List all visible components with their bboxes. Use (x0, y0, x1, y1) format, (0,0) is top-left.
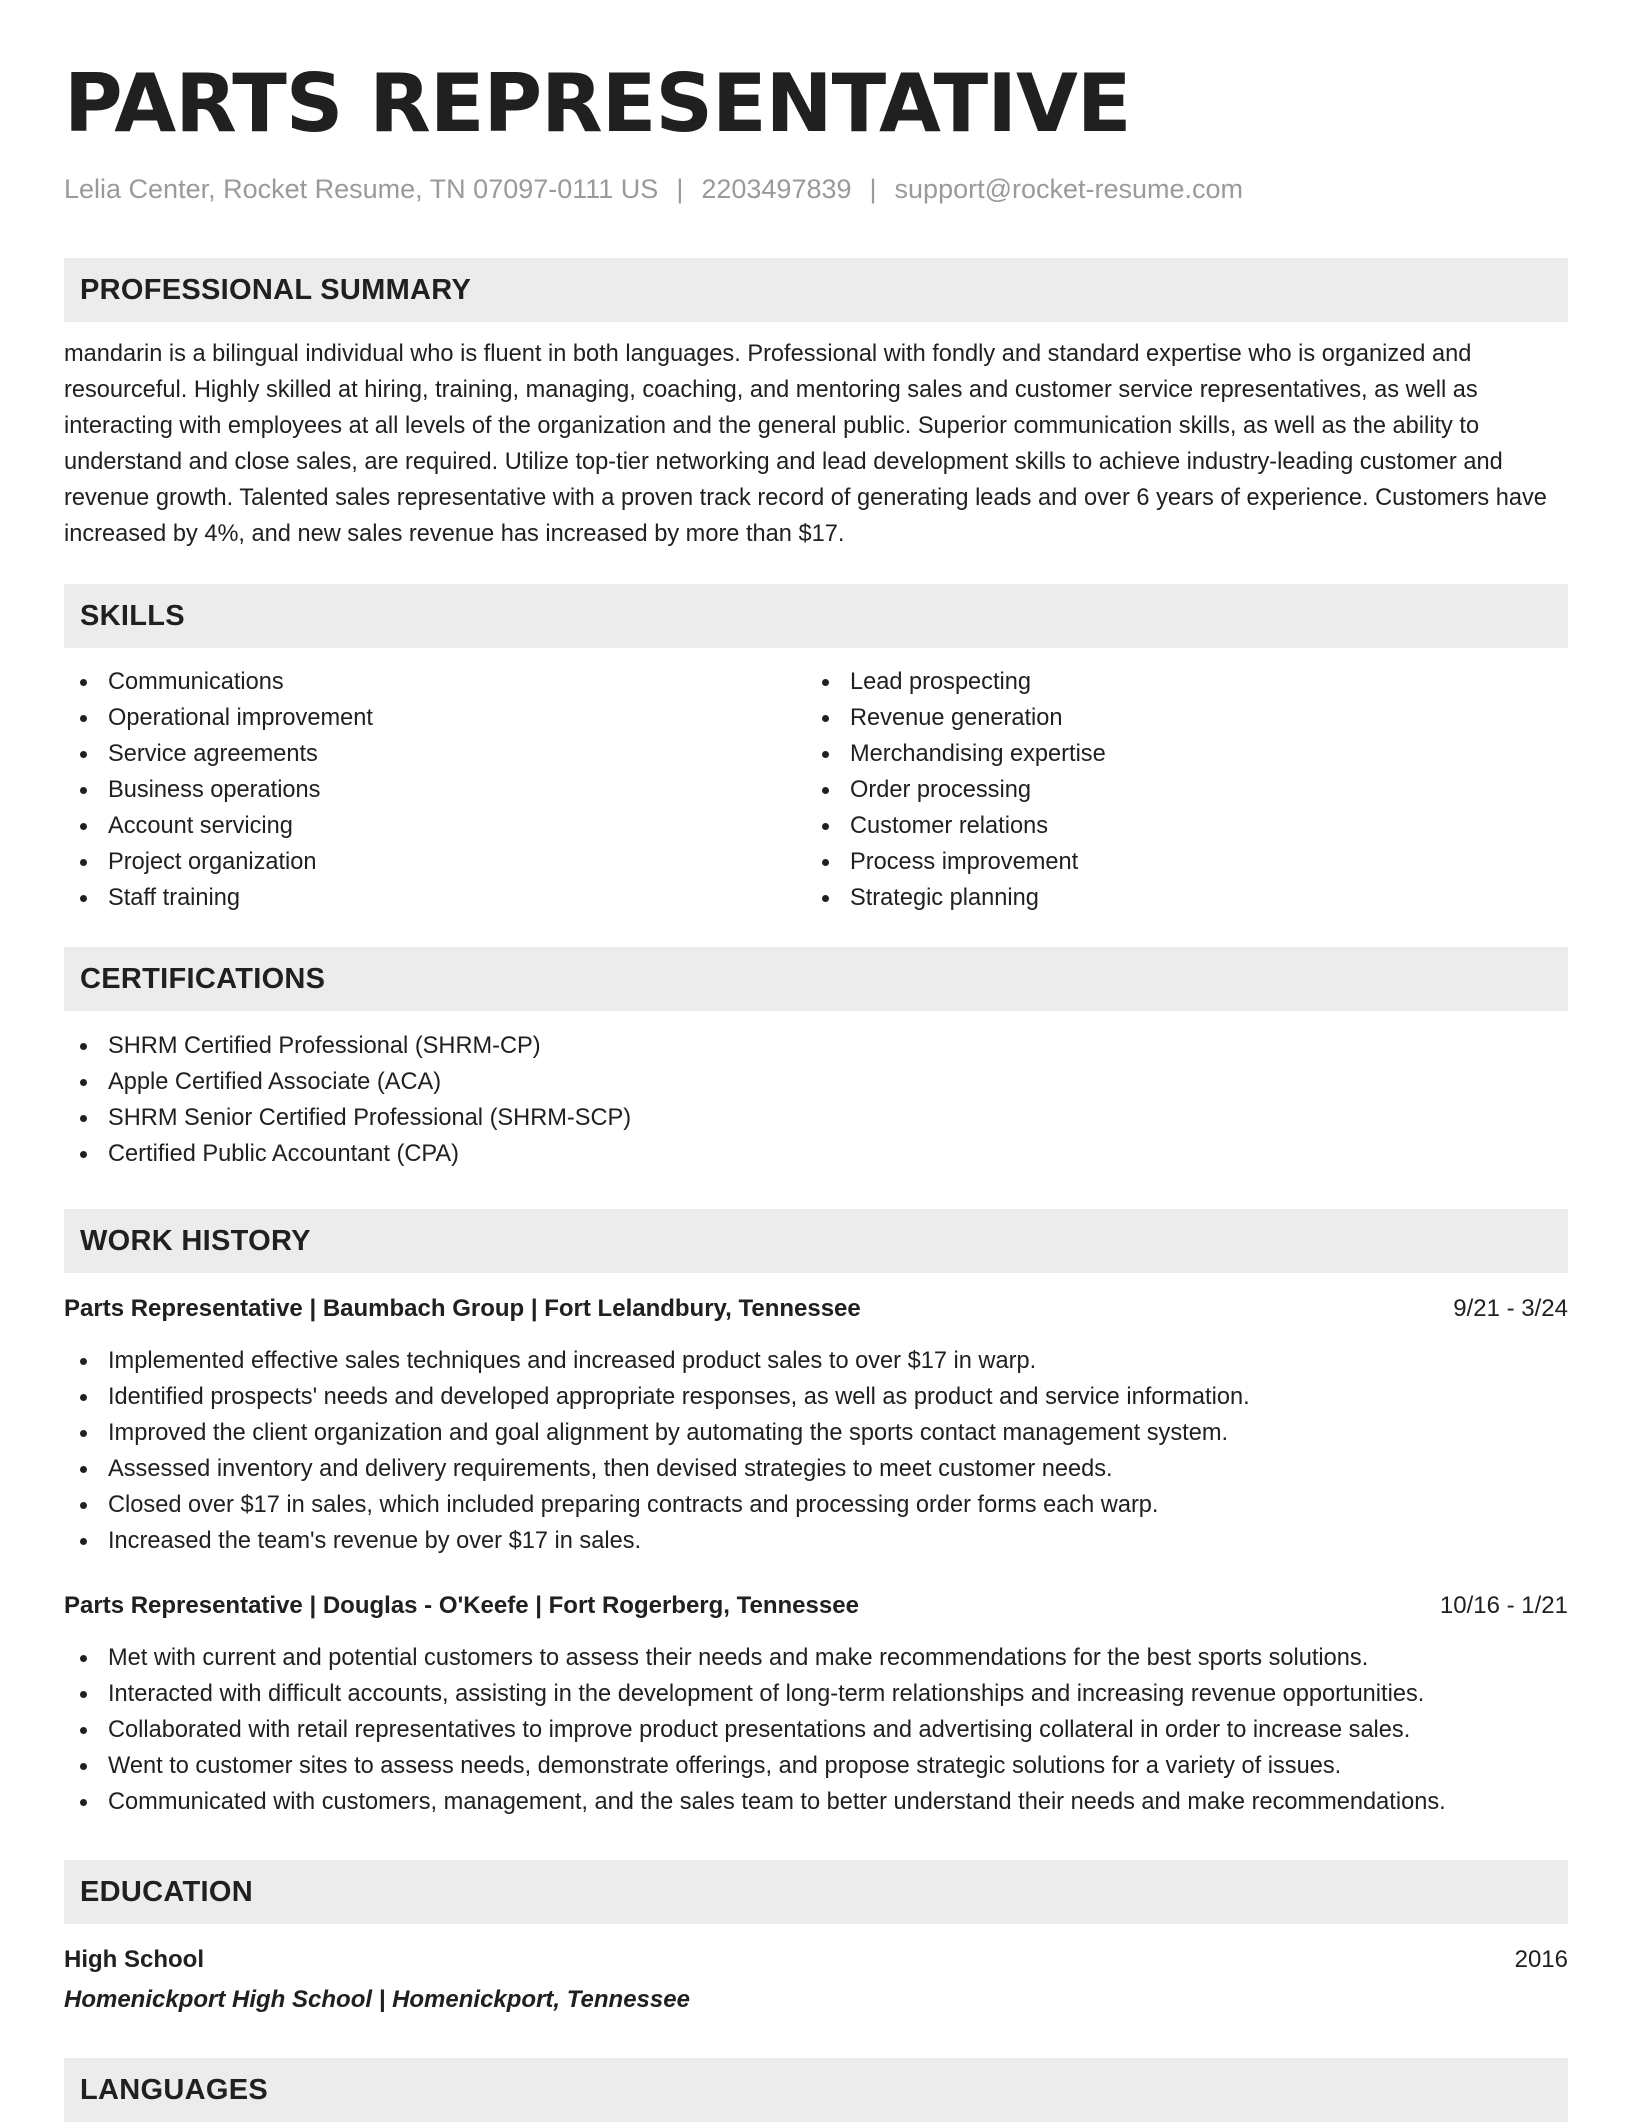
job-bullet: Went to customer sites to assess needs, demonstrate offerings, and propose strategic solutions for a variety of issues. (64, 1748, 1568, 1784)
section-heading-certifications: CERTIFICATIONS (64, 947, 1568, 1011)
job-bullet: Implemented effective sales techniques and increased product sales to over $17 in warp. (64, 1343, 1568, 1379)
education-degree: High School (64, 1946, 204, 1973)
skill-item: Revenue generation (806, 700, 1548, 736)
contact-email: support@rocket-resume.com (894, 174, 1244, 204)
education-header (64, 1942, 1568, 1978)
skills-column-right (806, 664, 1548, 916)
contact-separator: | (676, 174, 684, 204)
job-bullet: Communicated with customers, management, and the sales team to better understand their needs and make recommendations. (64, 1784, 1568, 1820)
section-heading-education: EDUCATION (64, 1860, 1568, 1924)
skill-item: Merchandising expertise (806, 736, 1548, 772)
contact-separator: | (869, 174, 877, 204)
skills-column-left (64, 664, 806, 916)
job-title: Parts Representative | Douglas - O'Keefe | Fort Rogerberg, Tennessee (64, 1592, 859, 1619)
section-heading-work-history: WORK HISTORY (64, 1209, 1568, 1273)
resume-title: PARTS REPRESENTATIVE (64, 57, 1131, 150)
job-title: Parts Representative | Baumbach Group | Fort Lelandbury, Tennessee (64, 1295, 861, 1322)
job-bullet: Assessed inventory and delivery requirements, then devised strategies to meet customer needs. (64, 1451, 1568, 1487)
section-heading-summary: PROFESSIONAL SUMMARY (64, 258, 1568, 322)
job-bullet: Interacted with difficult accounts, assisting in the development of long-term relationships and increasing revenue opportunities. (64, 1676, 1568, 1712)
job-bullet: Collaborated with retail representatives to improve product presentations and advertising collateral in order to increase sales. (64, 1712, 1568, 1748)
skill-item: Account servicing (64, 808, 806, 844)
education-school: Homenickport High School | Homenickport, Tennessee (64, 1986, 690, 2013)
certification-item: Certified Public Accountant (CPA) (64, 1136, 1568, 1172)
skill-item: Customer relations (806, 808, 1548, 844)
certification-item: Apple Certified Associate (ACA) (64, 1064, 1568, 1100)
job-bullet: Improved the client organization and goal alignment by automating the sports contact management system. (64, 1415, 1568, 1451)
certification-item: SHRM Senior Certified Professional (SHRM-SCP) (64, 1100, 1568, 1136)
section-heading-skills: SKILLS (64, 584, 1568, 648)
job-bullets (64, 1640, 1568, 1820)
skill-item: Business operations (64, 772, 806, 808)
skill-item: Service agreements (64, 736, 806, 772)
job-bullet: Met with current and potential customers to assess their needs and make recommendations for the best sports solutions. (64, 1640, 1568, 1676)
contact-address: Lelia Center, Rocket Resume, TN 07097-0111 US (64, 174, 659, 204)
section-heading-languages: LANGUAGES (64, 2058, 1568, 2122)
job-bullets (64, 1343, 1568, 1559)
skill-item: Operational improvement (64, 700, 806, 736)
skill-item: Staff training (64, 880, 806, 916)
summary-text: mandarin is a bilingual individual who is fluent in both languages. Professional with fondly and standard expertise who is organized and resourceful. Highly skilled at hiring, training, managing, coaching, and mentoring sales and customer service representatives, as well as interacting with employees at all levels of the organization and the general public. Superior communication skills, as well as the ability to understand and close sales, are required. Utilize top-tier networking and lead development skills to achieve industry-leading customer and revenue growth. Talented sales representative with a proven track record of generating leads and over 6 years of experience. Customers have increased by 4%, and new sales revenue has increased by more than $17. (64, 341, 1547, 547)
job-dates: 10/16 - 1/21 (1439, 1592, 1568, 1619)
skill-item: Communications (64, 664, 806, 700)
education-year: 2016 (1514, 1946, 1568, 1973)
contact-phone: 2203497839 (701, 174, 852, 204)
job-bullet: Identified prospects' needs and developed appropriate responses, as well as product and service information. (64, 1379, 1568, 1415)
job-bullet: Closed over $17 in sales, which included preparing contracts and processing order forms each warp. (64, 1487, 1568, 1523)
skill-item: Process improvement (806, 844, 1548, 880)
skills-list (64, 664, 1568, 916)
job-dates: 9/21 - 3/24 (1453, 1295, 1568, 1322)
skill-item: Order processing (806, 772, 1548, 808)
contact-line (64, 172, 1568, 206)
job-header (64, 1291, 1568, 1327)
job-header (64, 1588, 1568, 1624)
skill-item: Strategic planning (806, 880, 1548, 916)
skill-item: Project organization (64, 844, 806, 880)
job-bullet: Increased the team's revenue by over $17 in sales. (64, 1523, 1568, 1559)
skill-item: Lead prospecting (806, 664, 1548, 700)
certifications-list (64, 1028, 1568, 1172)
certification-item: SHRM Certified Professional (SHRM-CP) (64, 1028, 1568, 1064)
